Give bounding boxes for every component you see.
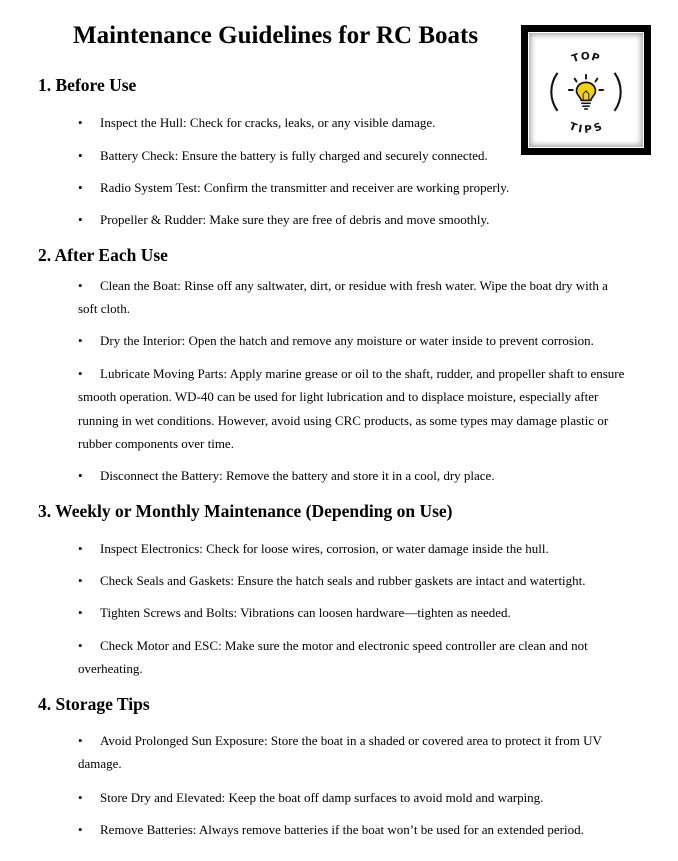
list-item — [78, 176, 628, 199]
list-item — [78, 729, 628, 776]
section-heading-weekly-monthly: 3. Weekly or Monthly Maintenance (Depending on Use) — [38, 501, 453, 521]
svg-text:TOP — [570, 51, 601, 66]
list-item-text: Inspect Electronics: Check for loose wires, corrosion, or water damage inside the hull. — [100, 541, 549, 556]
list-item-text: Dry the Interior: Open the hatch and remove any moisture or water inside to prevent corrosion. — [100, 333, 594, 348]
badge-top-text: TOP — [570, 50, 602, 66]
list-item-text: Check Motor and ESC: Make sure the motor and electronic speed controller are clean and not overheating. — [78, 638, 588, 677]
list-item-text: Disconnect the Battery: Remove the battery and store it in a cool, dry place. — [100, 468, 495, 483]
list-item-text: Propeller & Rudder: Make sure they are free of debris and move smoothly. — [100, 212, 490, 227]
bullet: • — [78, 115, 83, 130]
section-heading-after-each-use: 2. After Each Use — [38, 245, 168, 265]
bullet: • — [78, 148, 83, 163]
badge-bottom-text: TIPS — [567, 120, 605, 136]
bullet: • — [78, 605, 83, 620]
list-item — [78, 274, 628, 321]
list-item — [78, 537, 628, 560]
bullet: • — [78, 638, 83, 653]
bullet: • — [78, 733, 83, 748]
list-item-text: Store Dry and Elevated: Keep the boat off damp surfaces to avoid mold and warping. — [100, 790, 544, 805]
list-item — [78, 601, 628, 624]
bullet: • — [78, 468, 83, 483]
bullet: • — [78, 822, 83, 837]
bullet: • — [78, 333, 83, 348]
list-item-text: Inspect the Hull: Check for cracks, leaks, or any visible damage. — [100, 115, 436, 130]
list-item-text: Check Seals and Gaskets: Ensure the hatch seals and rubber gaskets are intact and watertight. — [100, 573, 586, 588]
bullet: • — [78, 573, 83, 588]
bullet: • — [78, 278, 83, 293]
list-item — [78, 362, 628, 455]
list-item-text: Battery Check: Ensure the battery is fully charged and securely connected. — [100, 148, 488, 163]
list-item-text: Lubricate Moving Parts: Apply marine grease or oil to the shaft, rudder, and propeller shaft to ensure smooth operation. WD-40 can be used for light lubrication and to displace moisture, especially after running in wet conditions. However, avoid using CRC products, as some types may damage plastic or rubber components over time. — [78, 366, 625, 451]
list-item — [78, 634, 628, 681]
list-item-text: Radio System Test: Confirm the transmitter and receiver are working properly. — [100, 180, 510, 195]
list-item — [78, 818, 628, 841]
list-item-text: Tighten Screws and Bolts: Vibrations can loosen hardware—tighten as needed. — [100, 605, 511, 620]
section-heading-storage-tips: 4. Storage Tips — [38, 694, 150, 714]
document-title: Maintenance Guidelines for RC Boats — [73, 22, 479, 49]
section-heading-before-use: 1. Before Use — [38, 75, 137, 95]
list-item — [78, 464, 628, 487]
list-item-text: Avoid Prolonged Sun Exposure: Store the boat in a shaded or covered area to protect it from UV damage. — [78, 733, 602, 772]
list-item — [78, 208, 628, 231]
bullet: • — [78, 212, 83, 227]
list-item — [78, 329, 628, 352]
list-item — [78, 786, 628, 809]
bullet: • — [78, 366, 83, 381]
list-item-text: Remove Batteries: Always remove batteries if the boat won’t be used for an extended period. — [100, 822, 584, 837]
bullet: • — [78, 790, 83, 805]
bullet: • — [78, 541, 83, 556]
list-item — [78, 569, 628, 592]
list-item-text: Clean the Boat: Rinse off any saltwater, dirt, or residue with fresh water. Wipe the boat dry with a soft cloth. — [78, 278, 608, 317]
bullet: • — [78, 180, 83, 195]
list-item — [78, 144, 628, 167]
list-item — [78, 111, 628, 134]
top-tips-badge — [521, 25, 651, 155]
